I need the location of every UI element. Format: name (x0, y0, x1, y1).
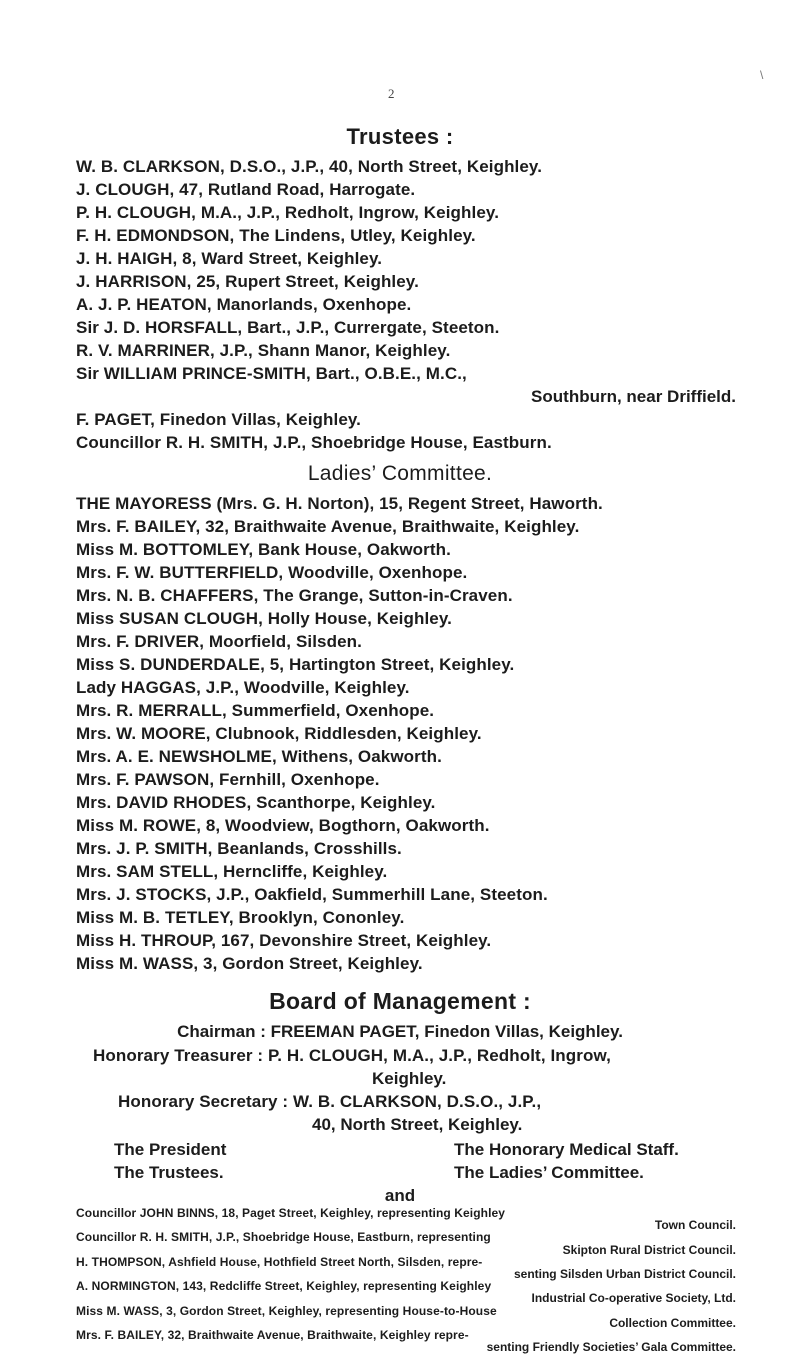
ladies-line: Lady HAGGAS, J.P., Woodville, Keighley. (76, 678, 410, 697)
board-rep-line: Mrs. F. BAILEY, 32, Braithwaite Avenue, Braithwaite, Keighley repre- (76, 1328, 469, 1342)
ladies-line: Miss H. THROUP, 167, Devonshire Street, Keighley. (76, 931, 492, 950)
ladies-line: Mrs. A. E. NEWSHOLME, Withens, Oakworth. (76, 747, 442, 766)
trustee-line: F. H. EDMONDSON, The Lindens, Utley, Keighley. (76, 226, 476, 245)
ladies-line: Mrs. SAM STELL, Herncliffe, Keighley. (76, 862, 388, 881)
ladies-line: Mrs. F. W. BUTTERFIELD, Woodville, Oxenhope. (76, 563, 468, 582)
board-and: and (384, 1186, 416, 1205)
board-treasurer-continued: Keighley. (372, 1069, 447, 1088)
board-president: The President (114, 1140, 227, 1159)
trustee-line: W. B. CLARKSON, D.S.O., J.P., 40, North Street, Keighley. (76, 157, 543, 176)
page-number: 2 (388, 86, 395, 101)
board-rep-continued: Skipton Rural District Council. (562, 1242, 736, 1257)
trustee-line-continued: Southburn, near Driffield. (531, 387, 736, 406)
board-secretary-continued: 40, North Street, Keighley. (312, 1115, 523, 1134)
board-treasurer: Honorary Treasurer : P. H. CLOUGH, M.A., J.P., Redholt, Ingrow, (93, 1046, 611, 1065)
board-heading: Board of Management : (269, 988, 531, 1014)
ladies-line: Mrs. F. PAWSON, Fernhill, Oxenhope. (76, 770, 380, 789)
trustee-line: R. V. MARRINER, J.P., Shann Manor, Keighley. (76, 341, 451, 360)
trustee-line: Sir J. D. HORSFALL, Bart., J.P., Currergate, Steeton. (76, 318, 500, 337)
trustee-line: Sir WILLIAM PRINCE-SMITH, Bart., O.B.E., M.C., (76, 364, 467, 383)
trustees-heading: Trustees : (346, 124, 454, 149)
board-rep-line: A. NORMINGTON, 143, Redcliffe Street, Keighley, representing Keighley (76, 1279, 492, 1294)
board-rep-line: Councillor R. H. SMITH, J.P., Shoebridge House, Eastburn, representing (76, 1230, 491, 1245)
ladies-line: Mrs. N. B. CHAFFERS, The Grange, Sutton-in-Craven. (76, 586, 513, 605)
board-rep-line: H. THOMPSON, Ashfield House, Hothfield Street North, Silsden, repre- (76, 1254, 483, 1269)
board-rep-continued: Town Council. (654, 1218, 736, 1233)
board-rep-line: Miss M. WASS, 3, Gordon Street, Keighley, representing House-to-House (76, 1303, 497, 1318)
board-rep-continued: Collection Committee. (609, 1315, 736, 1330)
corner-mark: \ (760, 68, 764, 82)
trustee-line: J. H. HAIGH, 8, Ward Street, Keighley. (76, 249, 383, 268)
ladies-line: Mrs. J. STOCKS, J.P., Oakfield, Summerhill Lane, Steeton. (76, 885, 548, 904)
ladies-line: Miss M. ROWE, 8, Woodview, Bogthorn, Oakworth. (76, 816, 490, 835)
board-medical-staff: The Honorary Medical Staff. (454, 1140, 679, 1159)
ladies-line: Miss M. WASS, 3, Gordon Street, Keighley. (76, 954, 423, 973)
board-rep-continued: Industrial Co-operative Society, Ltd. (531, 1291, 736, 1306)
ladies-line: Mrs. R. MERRALL, Summerfield, Oxenhope. (76, 701, 435, 720)
ladies-line: Miss SUSAN CLOUGH, Holly House, Keighley. (76, 609, 452, 628)
ladies-line: Miss M. BOTTOMLEY, Bank House, Oakworth. (76, 540, 451, 559)
ladies-line: Mrs. J. P. SMITH, Beanlands, Crosshills. (76, 839, 402, 858)
board-chairman: Chairman : FREEMAN PAGET, Finedon Villas, Keighley. (177, 1022, 623, 1041)
ladies-line: Miss S. DUNDERDALE, 5, Hartington Street, Keighley. (76, 655, 515, 674)
trustee-line: A. J. P. HEATON, Manorlands, Oxenhope. (76, 295, 412, 314)
ladies-line: Miss M. B. TETLEY, Brooklyn, Cononley. (76, 908, 405, 927)
ladies-line: Mrs. DAVID RHODES, Scanthorpe, Keighley. (76, 793, 436, 812)
ladies-heading: Ladies’ Committee. (307, 462, 493, 485)
board-ladies-committee: The Ladies’ Committee. (454, 1163, 644, 1182)
board-secretary: Honorary Secretary : W. B. CLARKSON, D.S.O., J.P., (118, 1092, 542, 1111)
trustee-line: P. H. CLOUGH, M.A., J.P., Redholt, Ingrow, Keighley. (76, 203, 500, 222)
ladies-line: Mrs. F. BAILEY, 32, Braithwaite Avenue, Braithwaite, Keighley. (76, 517, 580, 536)
ladies-line: Mrs. F. DRIVER, Moorfield, Silsden. (76, 632, 362, 651)
trustee-line: J. HARRISON, 25, Rupert Street, Keighley. (76, 272, 419, 291)
trustee-line: J. CLOUGH, 47, Rutland Road, Harrogate. (76, 180, 416, 199)
board-rep-continued: senting Friendly Societies’ Gala Committee. (486, 1340, 736, 1355)
ladies-line: Mrs. W. MOORE, Clubnook, Riddlesden, Keighley. (76, 724, 482, 743)
trustee-line: F. PAGET, Finedon Villas, Keighley. (76, 410, 362, 429)
board-rep-continued: senting Silsden Urban District Council. (513, 1267, 736, 1281)
board-trustees: The Trustees. (114, 1163, 224, 1182)
trustee-line: Councillor R. H. SMITH, J.P., Shoebridge House, Eastburn. (76, 433, 552, 452)
ladies-line: THE MAYORESS (Mrs. G. H. Norton), 15, Regent Street, Haworth. (76, 494, 603, 513)
board-rep-line: Councillor JOHN BINNS, 18, Paget Street, Keighley, representing Keighley (76, 1206, 506, 1220)
